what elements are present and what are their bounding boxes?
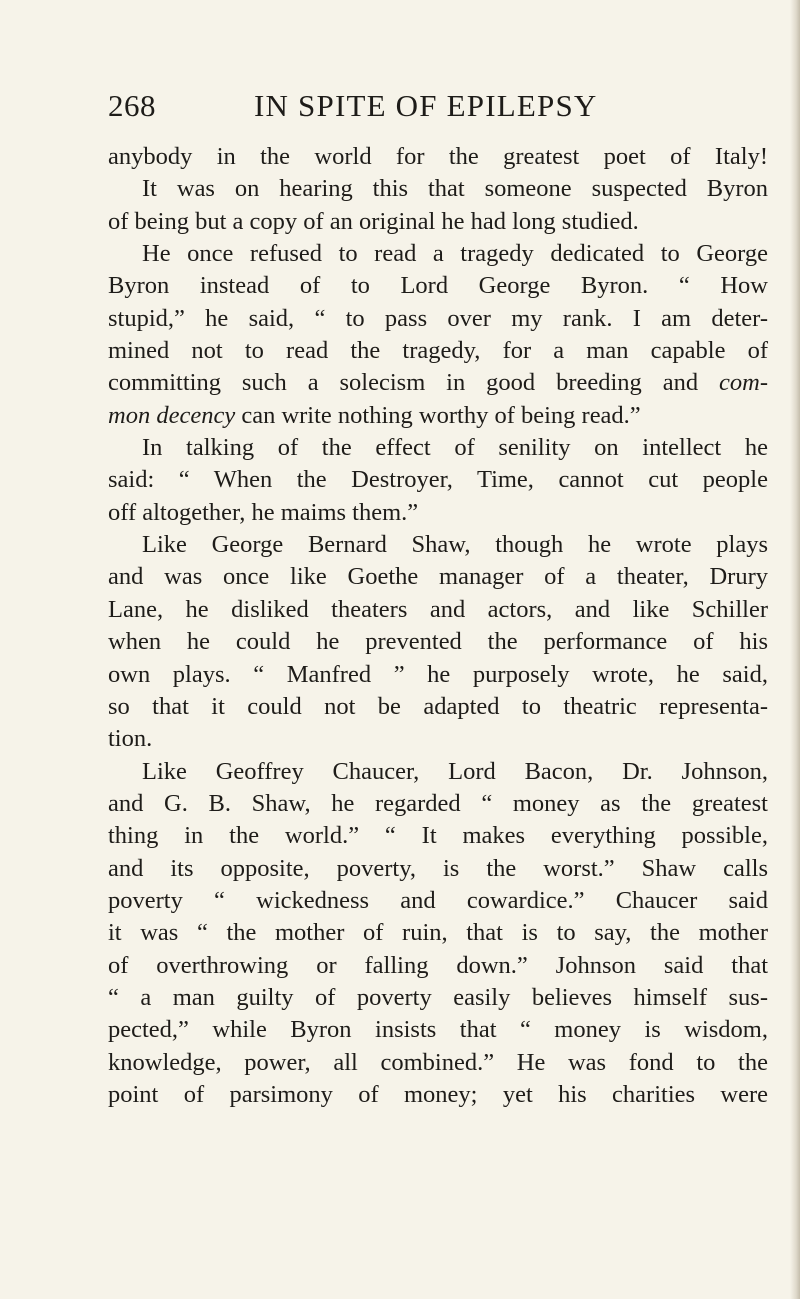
text-line — [108, 950, 768, 982]
text-line — [108, 820, 768, 852]
text-line-segment: knowledge, power, all combined.” He was fond to the — [108, 1048, 768, 1076]
text-line — [108, 141, 768, 173]
text-line-segment: stupid,” he said, “ to pass over my rank. I am deter- — [108, 304, 768, 332]
text-line-segment: when he could he prevented the performance of his — [108, 628, 768, 656]
text-line — [108, 335, 768, 367]
text-line — [108, 788, 768, 820]
text-line — [108, 917, 768, 949]
text-line-segment: Lane, he disliked theaters and actors, and like Schiller — [108, 595, 768, 623]
text-line-segment: so that it could not be adapted to theatric representa- — [108, 692, 768, 720]
text-line — [108, 1079, 768, 1111]
text-line — [108, 561, 768, 593]
text-line-italic-segment: mon decency — [108, 401, 236, 429]
text-line-segment: Byron instead of to Lord George Byron. “ How — [108, 272, 768, 300]
running-head — [108, 86, 768, 126]
text-line-segment: said: “ When the Destroyer, Time, cannot cut people — [108, 466, 768, 494]
text-line — [108, 173, 768, 205]
text-line-segment: “ a man guilty of poverty easily believes himself sus- — [108, 983, 768, 1011]
text-line-segment: In talking of the effect of senility on intellect he — [142, 434, 768, 462]
text-line-segment: can write nothing worthy of being read.” — [235, 401, 641, 429]
text-line — [108, 691, 768, 723]
text-line-segment: own plays. “ Manfred ” he purposely wrote, he said, — [108, 660, 768, 688]
text-line-segment: point of parsimony of money; yet his charities were — [108, 1080, 768, 1108]
text-line — [108, 1014, 768, 1046]
running-head-title: IN SPITE OF EPILEPSY — [254, 88, 598, 123]
text-line-segment: of being but a copy of an original he had long studied. — [108, 207, 639, 235]
text-line — [108, 885, 768, 917]
text-line — [108, 270, 768, 302]
text-line — [108, 723, 768, 755]
text-line-segment: committing such a solecism in good breeding and — [108, 369, 720, 397]
text-line — [108, 497, 768, 529]
text-line-segment: off altogether, he maims them.” — [108, 498, 419, 526]
text-line-segment: of overthrowing or falling down.” Johnson said that — [108, 951, 768, 979]
text-line — [108, 982, 768, 1014]
text-line-segment: pected,” while Byron insists that “ money is wisdom, — [108, 1016, 768, 1044]
text-line — [108, 659, 768, 691]
text-line — [108, 238, 768, 270]
text-line — [108, 756, 768, 788]
text-line — [108, 529, 768, 561]
text-line-segment: mined not to read the tragedy, for a man capable of — [108, 337, 768, 365]
text-line — [108, 594, 768, 626]
text-line-segment: anybody in the world for the greatest poet of Italy! — [108, 143, 768, 170]
page-edge-shadow — [790, 0, 800, 1299]
text-line-segment: tion. — [108, 725, 153, 753]
text-line — [108, 400, 768, 432]
text-line-segment: and was once like Goethe manager of a theater, Drury — [108, 563, 768, 591]
text-line — [108, 853, 768, 885]
text-line-segment: Like Geoffrey Chaucer, Lord Bacon, Dr. Johnson, — [142, 757, 768, 785]
text-line — [108, 303, 768, 335]
page-number: 268 — [108, 88, 156, 123]
text-line-segment: and G. B. Shaw, he regarded “ money as the greatest — [108, 789, 768, 817]
body-text — [108, 141, 768, 1111]
text-line — [108, 206, 768, 238]
text-line-segment: poverty “ wickedness and cowardice.” Chaucer said — [108, 886, 768, 914]
text-line — [108, 367, 768, 399]
text-line-segment: it was “ the mother of ruin, that is to say, the mother — [108, 919, 768, 947]
text-line — [108, 464, 768, 496]
text-line-segment: Like George Bernard Shaw, though he wrote plays — [142, 531, 768, 559]
text-line — [108, 626, 768, 658]
text-line-segment: It was on hearing this that someone suspected Byron — [142, 175, 768, 203]
text-line-segment: thing in the world.” “ It makes everything possible, — [108, 822, 768, 850]
text-line-italic-segment: com- — [719, 369, 768, 397]
text-line — [108, 1047, 768, 1079]
text-line — [108, 432, 768, 464]
text-line-segment: He once refused to read a tragedy dedicated to George — [142, 240, 768, 268]
text-line-segment: and its opposite, poverty, is the worst.” Shaw calls — [108, 854, 768, 882]
